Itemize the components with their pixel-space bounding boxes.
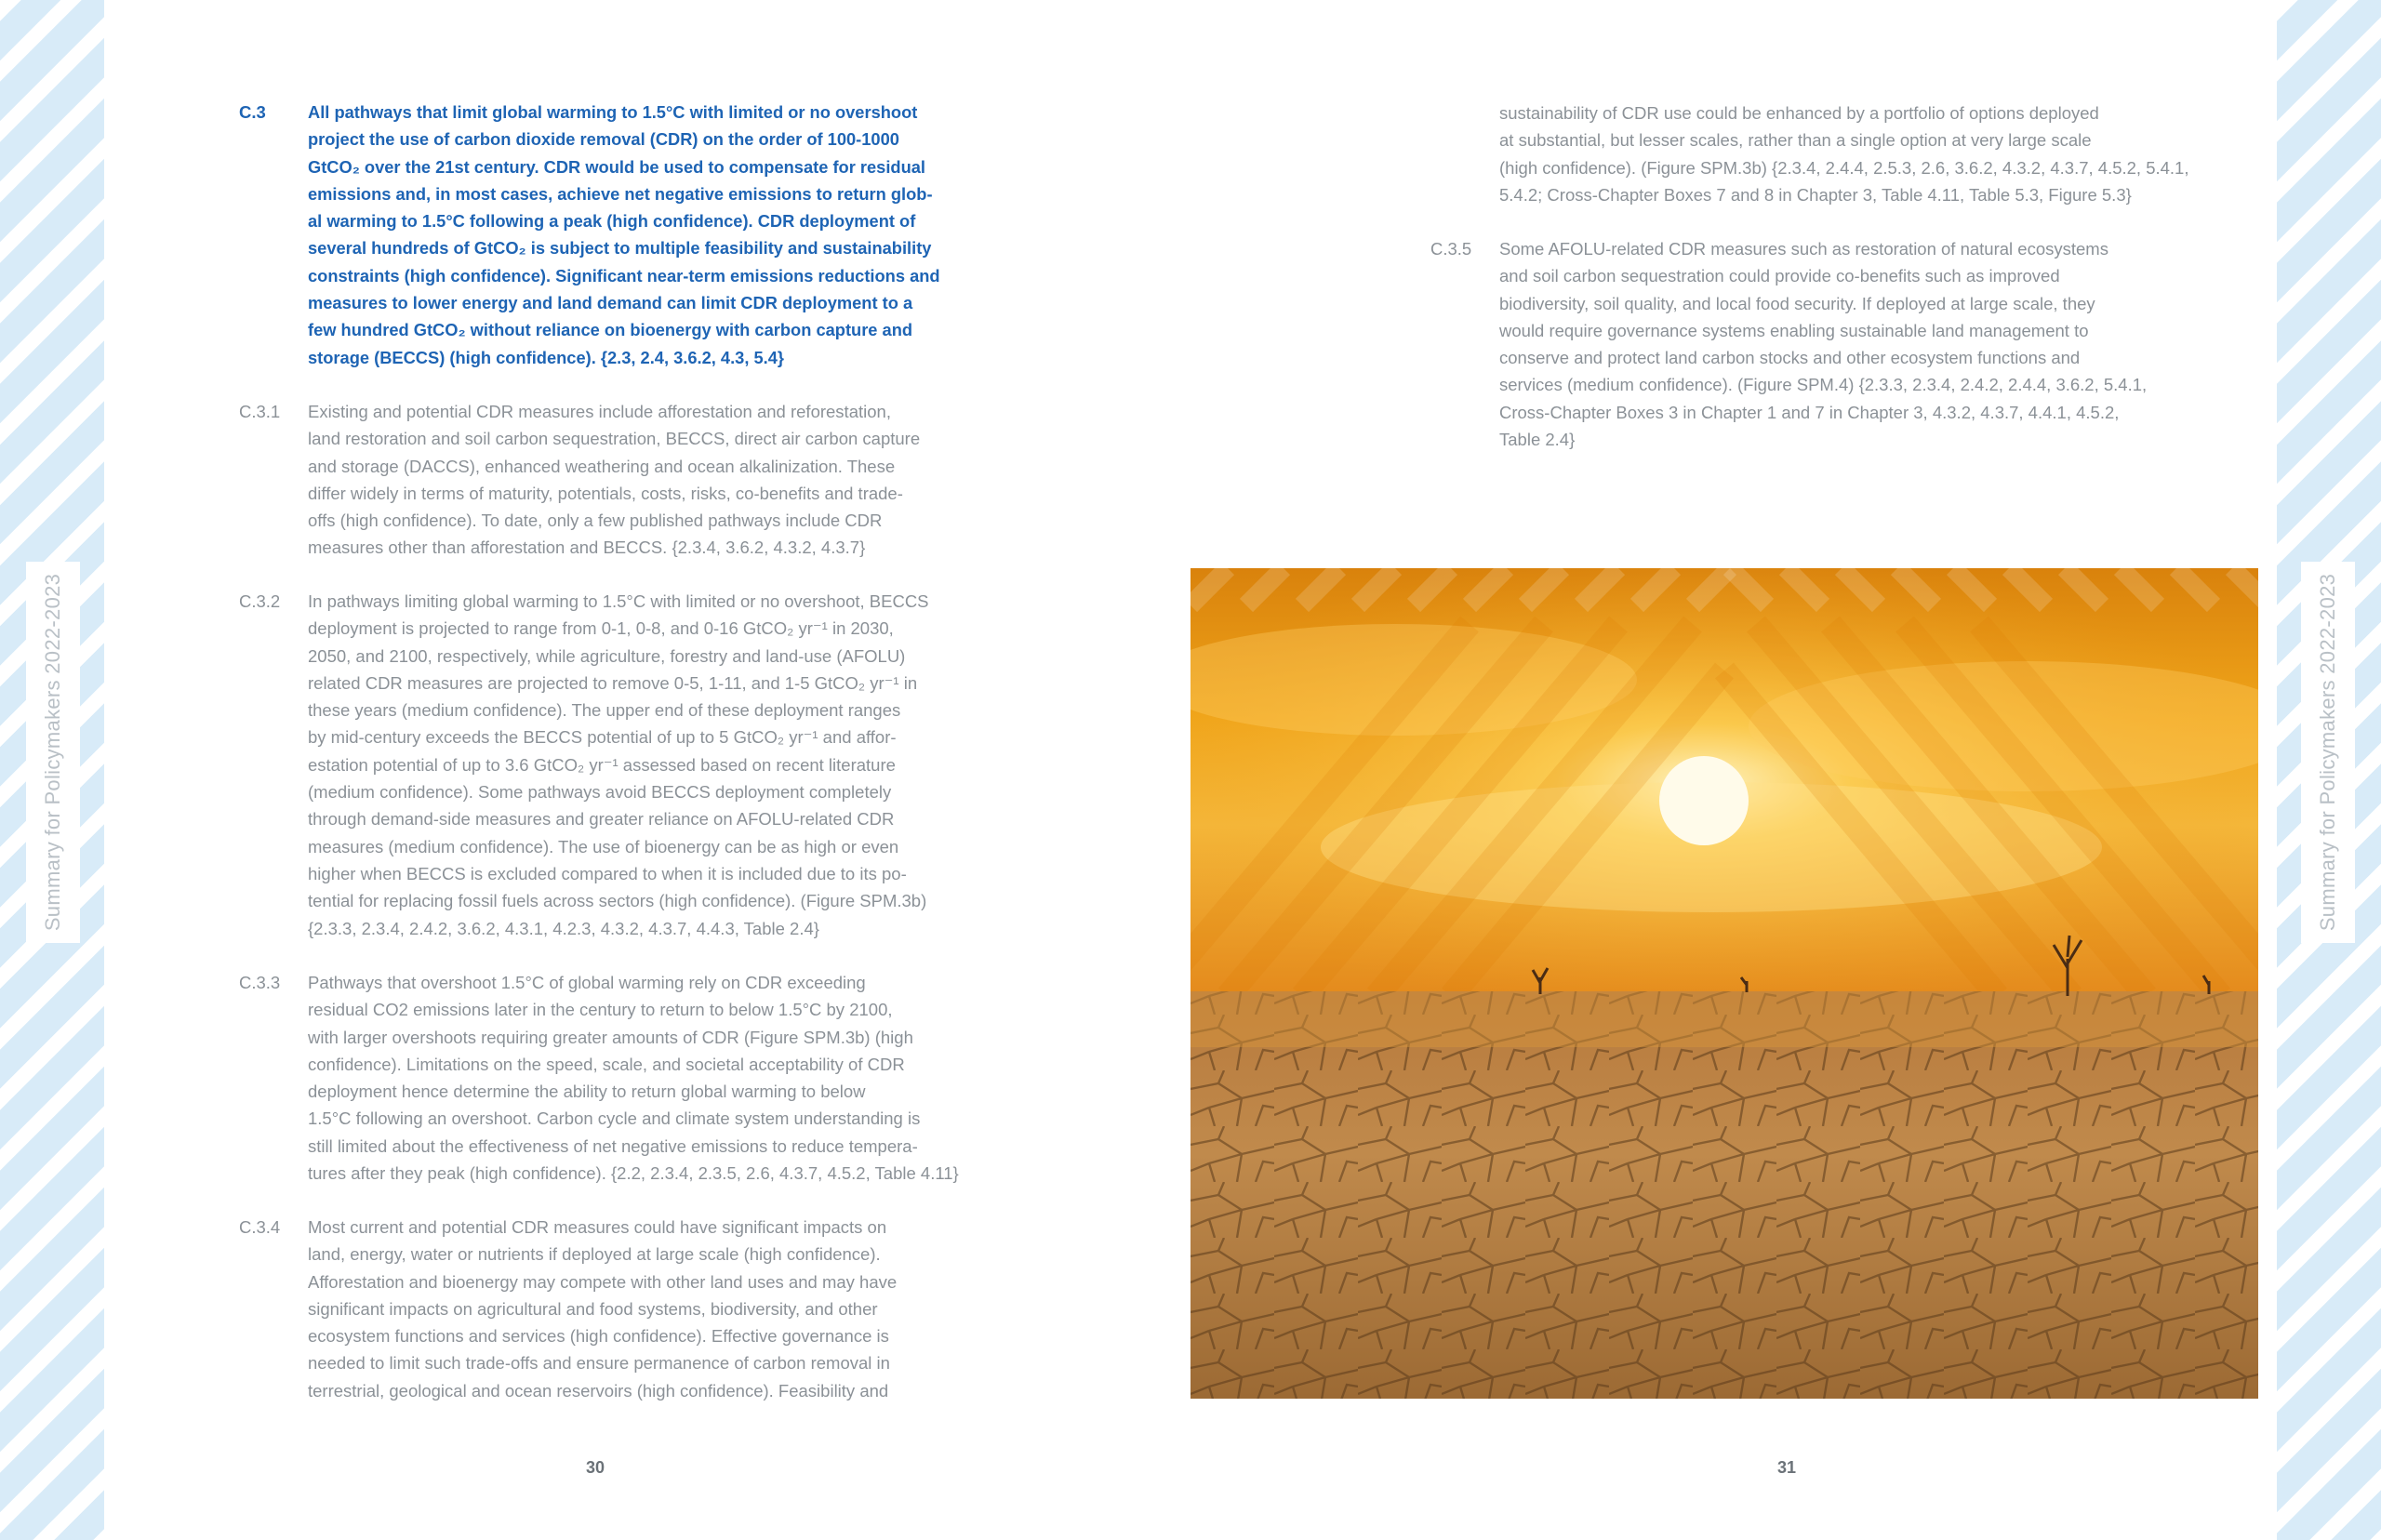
text-line: tential for replacing fossil fuels across sectors (high confidence). (Figure SPM.3b) [308,891,927,911]
drought-photo [1190,568,2258,1399]
left-side-label [26,562,80,943]
text-line: confidence). Limitations on the speed, scale, and societal acceptability of CDR [308,1054,905,1074]
section-number: C.3 [239,102,266,122]
text-line: at substantial, but lesser scales, rather than a single option at very large scale [1499,130,2092,151]
text-line: ecosystem functions and services (high confidence). Effective governance is [308,1326,889,1347]
section-number: C.3.1 [239,402,281,421]
text-line: project the use of carbon dioxide removal (CDR) on the order of 100-1000 [308,129,899,150]
text-line: biodiversity, soil quality, and local food security. If deployed at large scale, they [1499,293,2095,313]
text-line: (medium confidence). Some pathways avoid BECCS deployment completely [308,782,892,803]
text-line: would require governance systems enabling sustainable land management to [1499,320,2089,340]
text-line: (high confidence). (Figure SPM.3b) {2.3.4, 2.4.4, 2.5.3, 2.6, 3.6.2, 4.3.2, 4.3.7, 4.5.2, 5.4.1, [1499,157,2189,178]
text-line: measures to lower energy and land demand can limit CDR deployment to a [308,293,913,313]
text-line: deployment is projected to range from 0-1, 0-8, and 0-16 GtCO₂ yr⁻¹ in 2030, [308,618,894,639]
text-line: and storage (DACCS), enhanced weathering and ocean alkalinization. These [308,456,896,476]
text-line: with larger overshoots requiring greater amounts of CDR (Figure SPM.3b) (high [308,1027,913,1047]
text-line: estation potential of up to 3.6 GtCO₂ yr⁻¹ assessed based on recent literature [308,754,896,775]
right-side-label [2301,562,2355,943]
text-line: 1.5°C following an overshoot. Carbon cycle and climate system understanding is [308,1109,921,1129]
text-line: Table 2.4} [1499,430,1576,450]
text-line: offs (high confidence). To date, only a few published pathways include CDR [308,511,883,531]
text-line: emissions and, in most cases, achieve net negative emissions to return glob- [308,183,933,204]
page-number-right: 31 [1777,1458,1797,1477]
section-text [308,1214,897,1404]
text-line: land, energy, water or nutrients if deployed at large scale (high confidence). [308,1244,881,1265]
text-line: needed to limit such trade-offs and ensure permanence of carbon removal in [308,1353,890,1374]
text-line: conserve and protect land carbon stocks and other ecosystem functions and [1499,348,2081,368]
text-line: and soil carbon sequestration could provide co-benefits such as improved [1499,266,2060,286]
section-text [1499,100,2189,208]
side-label-text: Summary for Policymakers 2022-2023 [2316,573,2340,932]
text-line: Some AFOLU-related CDR measures such as restoration of natural ecosystems [1499,239,2108,259]
text-line: Most current and potential CDR measures could have significant impacts on [308,1217,887,1237]
text-line: constraints (high confidence). Significant near-term emissions reductions and [308,265,940,285]
text-line: measures other than afforestation and BECCS. {2.3.4, 3.6.2, 4.3.2, 4.3.7} [308,538,866,558]
text-line: these years (medium confidence). The upper end of these deployment ranges [308,700,901,721]
text-line: Afforestation and bioenergy may compete with other land uses and may have [308,1271,898,1292]
text-line: measures (medium confidence). The use of bioenergy can be as high or even [308,836,899,856]
text-line: In pathways limiting global warming to 1.5°C with limited or no overshoot, BECCS [308,591,929,611]
text-line: {2.3.3, 2.3.4, 2.4.2, 3.6.2, 4.3.1, 4.2.3, 4.3.2, 4.3.7, 4.4.3, Table 2.4} [308,918,819,938]
text-line: 5.4.2; Cross-Chapter Boxes 7 and 8 in Chapter 3, Table 4.11, Table 5.3, Figure 5.3} [1499,184,2132,205]
side-label-text: Summary for Policymakers 2022-2023 [41,573,65,932]
text-line: related CDR measures are projected to remove 0-5, 1-11, and 1-5 GtCO₂ yr⁻¹ in [308,672,918,693]
text-line: terrestrial, geological and ocean reservoirs (high confidence). Feasibility and [308,1380,889,1401]
section-text [1499,235,2147,453]
section-text [308,398,920,562]
text-line: land restoration and soil carbon sequestration, BECCS, direct air carbon capture [308,429,921,449]
section-text [308,969,959,1187]
text-line: al warming to 1.5°C following a peak (high confidence). CDR deployment of [308,211,916,232]
text-line: several hundreds of GtCO₂ is subject to multiple feasibility and sustainability [308,238,932,259]
text-line: GtCO₂ over the 21st century. CDR would be used to compensate for residual [308,156,926,177]
text-line: through demand-side measures and greater reliance on AFOLU-related CDR [308,809,895,830]
text-line: higher when BECCS is excluded compared to when it is included due to its po- [308,863,907,883]
section-number: C.3.2 [239,591,281,611]
text-line: significant impacts on agricultural and food systems, biodiversity, and other [308,1298,878,1319]
section-number: C.3.5 [1430,239,1472,259]
section-number: C.3.3 [239,973,281,992]
text-line: by mid-century exceeds the BECCS potential of up to 5 GtCO₂ yr⁻¹ and affor- [308,727,897,748]
text-line: storage (BECCS) (high confidence). {2.3, 2.4, 3.6.2, 4.3, 5.4} [308,347,785,367]
text-line: 2050, and 2100, respectively, while agriculture, forestry and land-use (AFOLU) [308,645,906,666]
text-line: Existing and potential CDR measures include afforestation and reforestation, [308,402,891,421]
text-line: sustainability of CDR use could be enhanced by a portfolio of options deployed [1499,103,2099,123]
text-line: still limited about the effectiveness of net negative emissions to reduce tempera- [308,1135,918,1156]
text-line: All pathways that limit global warming to 1.5°C with limited or no overshoot [308,102,918,122]
text-line: Cross-Chapter Boxes 3 in Chapter 1 and 7 in Chapter 3, 4.3.2, 4.3.7, 4.4.1, 4.5.2, [1499,402,2120,422]
text-line: residual CO2 emissions later in the century to return to below 1.5°C by 2100, [308,1000,893,1020]
text-line: deployment hence determine the ability to return global warming to below [308,1082,866,1102]
text-line: differ widely in terms of maturity, potentials, costs, risks, co-benefits and trade- [308,483,903,503]
text-line: services (medium confidence). (Figure SPM.4) {2.3.3, 2.3.4, 2.4.2, 2.4.4, 3.6.2, 5.4.1, [1499,375,2148,395]
section-text [308,99,940,371]
page-number-left: 30 [586,1458,605,1477]
text-line: Pathways that overshoot 1.5°C of global warming rely on CDR exceeding [308,973,866,992]
section-number: C.3.4 [239,1217,281,1237]
section-text [308,588,929,942]
text-line: few hundred GtCO₂ without reliance on bioenergy with carbon capture and [308,320,913,340]
text-line: tures after they peak (high confidence). {2.2, 2.3.4, 2.3.5, 2.6, 4.3.7, 4.5.2, Table 4.11} [308,1163,959,1184]
